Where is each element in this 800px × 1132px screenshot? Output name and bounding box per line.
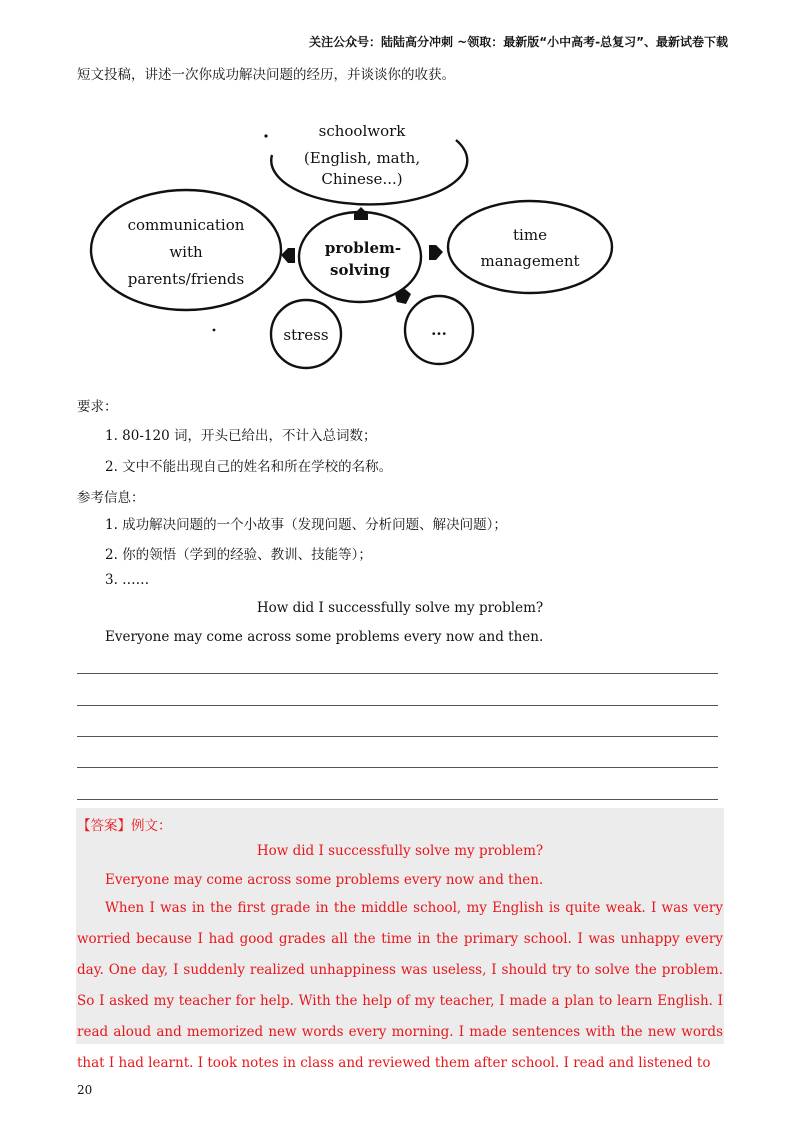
answer-body: When I was in the first grade in the middle school, my English is quite weak. I was very worried because I had good grades all the time in the primary school. I was unhappy every day. One day, I suddenly realized unhappiness was useless, I should try to solve the problem. So I asked my teacher for help. With the help of my teacher, I made a plan to learn English. I read aloud and memorized new words every morning. I made sentences with the new words that I had learnt. I took notes in class and reviewed them after school. I read and listened to <box>77 900 723 1071</box>
reference-item: 3. …… <box>105 572 150 588</box>
communication-line-1: communication <box>127 216 245 234</box>
schoolwork-line-3: Chinese...) <box>321 170 403 188</box>
page-number: 20 <box>77 1083 93 1097</box>
intro-text: 短文投稿，讲述一次你成功解决问题的经历，并谈谈你的收获。 <box>77 67 455 83</box>
answer-label: 【答案】例文： <box>77 818 172 834</box>
reference-item: 2. 你的领悟（学到的经验、教训、技能等）； <box>105 547 372 563</box>
arrow-right-icon <box>429 245 443 260</box>
communication-line-2: with <box>169 243 203 261</box>
writing-line <box>77 736 718 737</box>
page-header: 关注公众号：陆陆高分冲刺 ~领取：最新版“小中高考-总复习”、最新试卷下载 <box>309 35 728 49</box>
requirement-item: 1. 80-120 词，开头已给出，不计入总词数； <box>105 428 377 444</box>
communication-line-3: parents/friends <box>127 270 245 288</box>
time-management-line-2: management <box>480 252 580 270</box>
arrow-left-icon <box>281 248 295 263</box>
writing-line <box>77 767 718 768</box>
ellipsis-label: ... <box>431 321 447 339</box>
essay-title: How did I successfully solve my problem? <box>256 600 544 616</box>
problem-solving-line-2: solving <box>330 261 390 279</box>
requirements-heading: 要求： <box>77 399 118 415</box>
arrow-up-icon <box>354 207 368 220</box>
time-management-ellipse <box>448 201 612 293</box>
schoolwork-line-2: (English, math, <box>303 149 421 167</box>
answer-title: How did I successfully solve my problem? <box>256 843 544 859</box>
reference-heading: 参考信息： <box>77 490 145 506</box>
writing-line <box>77 673 718 674</box>
stress-label: stress <box>283 326 329 344</box>
essay-opening: Everyone may come across some problems every now and then. <box>105 629 544 645</box>
writing-line <box>77 705 718 706</box>
schoolwork-line-1: schoolwork <box>318 122 406 140</box>
requirement-item: 2. 文中不能出现自己的姓名和所在学校的名称。 <box>105 459 393 475</box>
writing-line <box>77 799 718 800</box>
problem-solving-ellipse <box>299 212 421 302</box>
reference-item: 1. 成功解决问题的一个小故事（发现问题、分析问题、解决问题）； <box>105 517 507 533</box>
answer-opening: Everyone may come across some problems every now and then. <box>105 872 544 888</box>
problem-solving-line-1: problem- <box>324 239 402 257</box>
mind-map-diagram <box>84 100 624 375</box>
time-management-line-1: time <box>513 226 547 244</box>
